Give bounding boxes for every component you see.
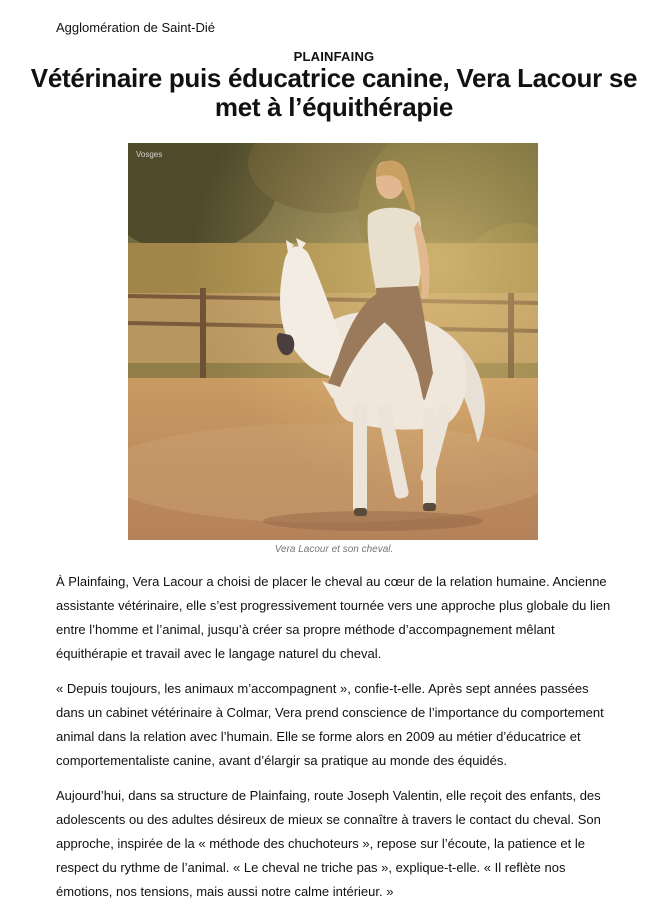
photo-watermark: Vosges xyxy=(136,150,163,159)
article-paragraph: Aujourd’hui, dans sa structure de Plainfaing, route Joseph Valentin, elle reçoit des enfants, des adolescents ou des adultes désireux de mieux se connaître à travers le contact du cheval. Son approche, inspirée de la « méthode des chuchoteurs », repose sur l’écoute, la patience et le respect du rythme de l’animal. « Le cheval ne triche pas », explique-t-elle. « Il reflète nos émotions, nos tensions, mais aussi notre calme intérieur. » xyxy=(56,788,601,899)
article-photo xyxy=(128,143,538,540)
article-paragraph: À Plainfaing, Vera Lacour a choisi de placer le cheval au cœur de la relation humaine. Ancienne assistante vétérinaire, elle s’est progressivement tournée vers une approche plus globale du lien entre l’homme et l’animal, jusqu’à créer sa propre méthode d’accompagnement mêlant équithérapie et travail avec le langage naturel du cheval. xyxy=(56,574,611,661)
article-body xyxy=(56,570,616,915)
article-headline: Vétérinaire puis éducatrice canine, Vera Lacour se met à l’équithérapie xyxy=(30,63,638,122)
photo-caption: Vera Lacour et son cheval. xyxy=(274,544,394,555)
article-kicker: PLAINFAING xyxy=(293,49,375,64)
section-label: Agglomération de Saint-Dié xyxy=(56,20,215,35)
article-paragraph: « Depuis toujours, les animaux m’accompagnent », confie-t-elle. Après sept années passées dans un cabinet vétérinaire à Colmar, Vera prend conscience de l’importance du comportement animal dans la relation avec l’humain. Elle se forme alors en 2009 au métier d’éducatrice et comportementaliste canine, avant d’élargir sa pratique au monde des équidés. xyxy=(56,681,604,768)
